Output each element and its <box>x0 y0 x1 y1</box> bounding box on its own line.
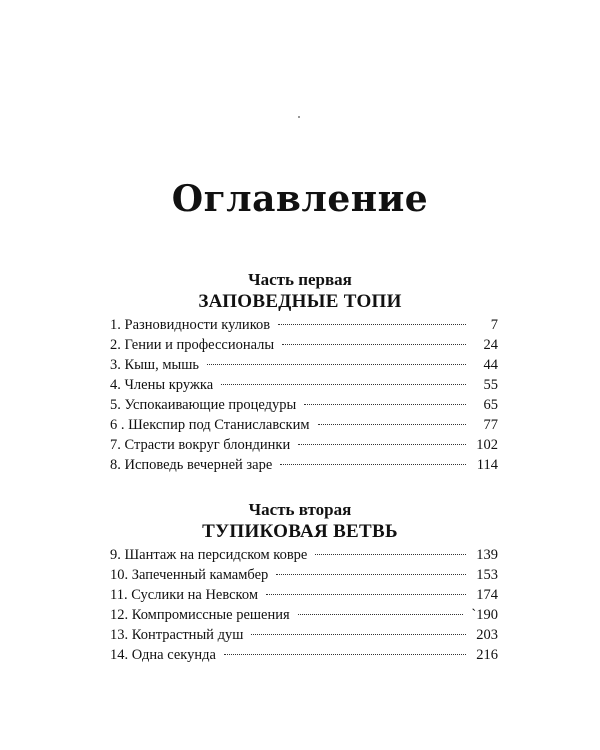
toc-dot-leader <box>276 574 466 575</box>
toc-entry[interactable] <box>110 645 498 665</box>
toc-entry[interactable] <box>110 335 498 355</box>
toc-dot-leader <box>318 424 466 425</box>
toc-dot-leader <box>221 384 466 385</box>
part-2-toc <box>110 545 498 665</box>
toc-entry-title: 10. Запеченный камамбер <box>110 567 269 583</box>
toc-dot-leader <box>280 464 466 465</box>
toc-entry[interactable] <box>110 585 498 605</box>
toc-entry-title: 1. Разновидности куликов <box>110 317 271 333</box>
toc-dot-leader <box>315 554 466 555</box>
page-title: Оглавление <box>171 178 429 220</box>
toc-entry[interactable] <box>110 435 498 455</box>
toc-entry-title: 14. Одна секунда <box>110 647 216 663</box>
toc-entry-page: 77 <box>483 417 498 433</box>
part-1-label: Часть первая <box>248 270 352 289</box>
toc-entry-page: 153 <box>476 567 498 583</box>
toc-entry[interactable] <box>110 545 498 565</box>
toc-dot-leader <box>282 344 466 345</box>
toc-entry-page: 7 <box>490 317 498 333</box>
part-1-name: ЗАПОВЕДНЫЕ ТОПИ <box>198 291 402 312</box>
toc-entry-page: 114 <box>476 457 498 473</box>
toc-entry-title: 12. Компромиссные решения <box>110 607 290 623</box>
toc-entry-page: 139 <box>476 547 498 563</box>
toc-entry[interactable] <box>110 315 498 335</box>
part-2-name: ТУПИКОВАЯ ВЕТВЬ <box>202 521 398 542</box>
toc-entry-page: 102 <box>476 437 498 453</box>
toc-entry-title: 11. Суслики на Невском <box>110 587 259 603</box>
toc-entry-page: `190 <box>471 607 498 623</box>
toc-dot-leader <box>266 594 466 595</box>
toc-entry-page: 24 <box>483 337 498 353</box>
toc-entry-title: 5. Успокаивающие процедуры <box>110 397 297 413</box>
toc-entry[interactable] <box>110 605 498 625</box>
toc-dot-leader <box>251 634 466 635</box>
toc-entry[interactable] <box>110 375 498 395</box>
toc-entry[interactable] <box>110 415 498 435</box>
toc-entry-page: 174 <box>476 587 498 603</box>
part-2-heading <box>0 500 600 544</box>
toc-entry-title: 9. Шантаж на персидском ковре <box>110 547 308 563</box>
toc-entry[interactable] <box>110 565 498 585</box>
toc-entry-title: 4. Члены кружка <box>110 377 214 393</box>
toc-entry-title: 8. Исповедь вечерней заре <box>110 457 273 473</box>
toc-dot-leader <box>224 654 466 655</box>
toc-entry[interactable] <box>110 455 498 475</box>
toc-entry[interactable] <box>110 395 498 415</box>
toc-entry[interactable] <box>110 355 498 375</box>
part-2-label: Часть вторая <box>248 500 352 519</box>
toc-entry-page: 203 <box>476 627 498 643</box>
toc-entry-page: 65 <box>483 397 498 413</box>
toc-dot-leader <box>298 444 466 445</box>
toc-entry-title: 6 . Шекспир под Станиславским <box>110 417 310 433</box>
toc-entry-title: 13. Контрастный душ <box>110 627 244 643</box>
toc-entry-title: 2. Гении и профессионалы <box>110 337 275 353</box>
toc-dot-leader <box>304 404 466 405</box>
toc-entry-page: 216 <box>476 647 498 663</box>
toc-entry[interactable] <box>110 625 498 645</box>
toc-dot-leader <box>278 324 466 325</box>
page-speck <box>298 116 300 118</box>
part-1-toc <box>110 315 498 475</box>
toc-entry-title: 7. Страсти вокруг блондинки <box>110 437 291 453</box>
toc-entry-page: 55 <box>483 377 498 393</box>
toc-entry-title: 3. Кыш, мышь <box>110 357 200 373</box>
toc-dot-leader <box>207 364 466 365</box>
part-1-heading <box>0 270 600 314</box>
toc-dot-leader <box>298 614 464 615</box>
toc-entry-page: 44 <box>483 357 498 373</box>
